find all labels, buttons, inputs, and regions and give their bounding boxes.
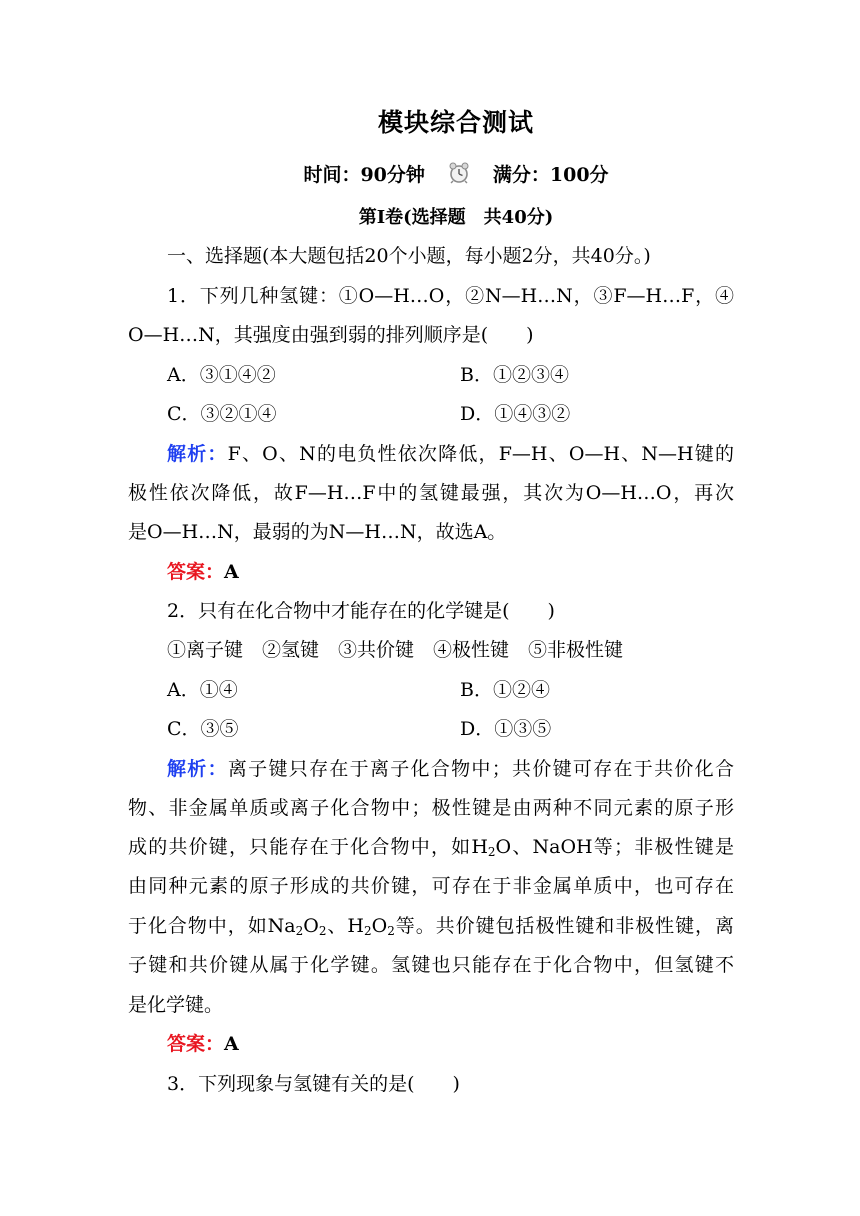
q2-analysis-line2: 物、非金属单质或离子化合物中；极性键是由两种不同元素的原子形 [128,797,734,819]
q2-analysis-line7: 是化学键。 [128,994,224,1016]
q2-analysis-line5-part3: 、H [326,915,364,937]
q2-analysis-line4: 由同种元素的原子形成的共价键，可存在于非金属单质中，也可存在 [128,875,734,897]
q2-subscript: 2 [487,845,496,859]
q1-option-b: B．①②③④ [460,364,569,386]
q1-analysis-label: 解析： [167,443,228,465]
q1-answer-label: 答案： [167,561,225,583]
q2-analysis-line3-part2: O、NaOH等；非极性键是 [495,836,734,858]
q2-analysis-line5-part5: 等。共价键包括极性键和非极性键，离 [394,915,735,937]
q2-analysis-line3 [128,832,734,859]
q2-analysis-line5-part4: O [371,915,388,937]
q2-answer-value: A [224,1033,239,1055]
q2-option-d: D．①③⑤ [460,718,552,740]
q1-analysis-line2: 极性依次降低，故F—H…F中的氢键最强，其次为O—H…O，再次 [128,482,734,504]
q2-subscript: 2 [318,924,327,938]
time-limit: 时间：90分钟 [303,164,425,186]
q1-stem-line2: O—H…N，其强度由强到弱的排列顺序是( ) [128,324,534,346]
q1-analysis-line3: 是O—H…N，最弱的为N—H…N，故选A。 [128,521,507,543]
q2-option-c: C．③⑤ [167,718,239,740]
q1-answer [167,557,239,584]
q2-analysis-line5 [128,911,734,938]
q1-stem-line1: 1．下列几种氢键：①O—H…O，②N—H…N，③F—H…F，④ [167,285,734,307]
instructions: 一、选择题(本大题包括20个小题，每小题2分，共40分。) [167,245,651,267]
q2-answer-label: 答案： [167,1033,225,1055]
q1-option-c: C．③②①④ [167,403,277,425]
q3-stem: 3．下列现象与氢键有关的是( ) [167,1073,460,1095]
q1-analysis-line1 [167,439,734,466]
q2-items: ①离子键 ②氢键 ③共价键 ④极性键 ⑤非极性键 [167,639,624,661]
q2-option-b: B．①②④ [460,679,550,701]
q2-analysis-line1 [167,754,734,781]
q2-subscript: 2 [295,924,304,938]
page-title: 模块综合测试 [377,108,534,137]
q2-analysis-line5-part2: O [303,915,319,937]
q2-option-a: A．①④ [167,679,238,701]
q2-analysis-line5-part1: 于化合物中，如Na [128,915,296,937]
q2-stem: 2．只有在化合物中才能存在的化学键是( ) [167,600,555,622]
full-score: 满分：100分 [492,164,609,186]
q2-subscript: 2 [387,924,395,938]
section-heading: 第Ⅰ卷(选择题 共40分) [358,207,554,228]
q1-option-a: A．③①④② [167,364,276,386]
q2-analysis-text: 离子键只存在于离子化合物中；共价键可存在于共价化合 [227,758,734,780]
q2-answer [167,1029,239,1056]
q2-analysis-line6: 子键和共价键从属于化学键。氢键也只能存在于化合物中，但氢键不 [128,954,734,976]
exam-meta [0,160,860,187]
q2-analysis-label: 解析： [167,758,228,780]
q2-subscript: 2 [363,924,372,938]
q1-answer-value: A [224,561,239,583]
q1-option-d: D．①④③② [460,403,571,425]
q2-analysis-line3-part1: 成的共价键，只能存在于化合物中，如H [128,836,488,858]
q1-analysis-text: F、O、N的电负性依次降低，F—H、O—H、N—H键的 [227,443,734,465]
alarm-clock-icon [447,162,471,184]
